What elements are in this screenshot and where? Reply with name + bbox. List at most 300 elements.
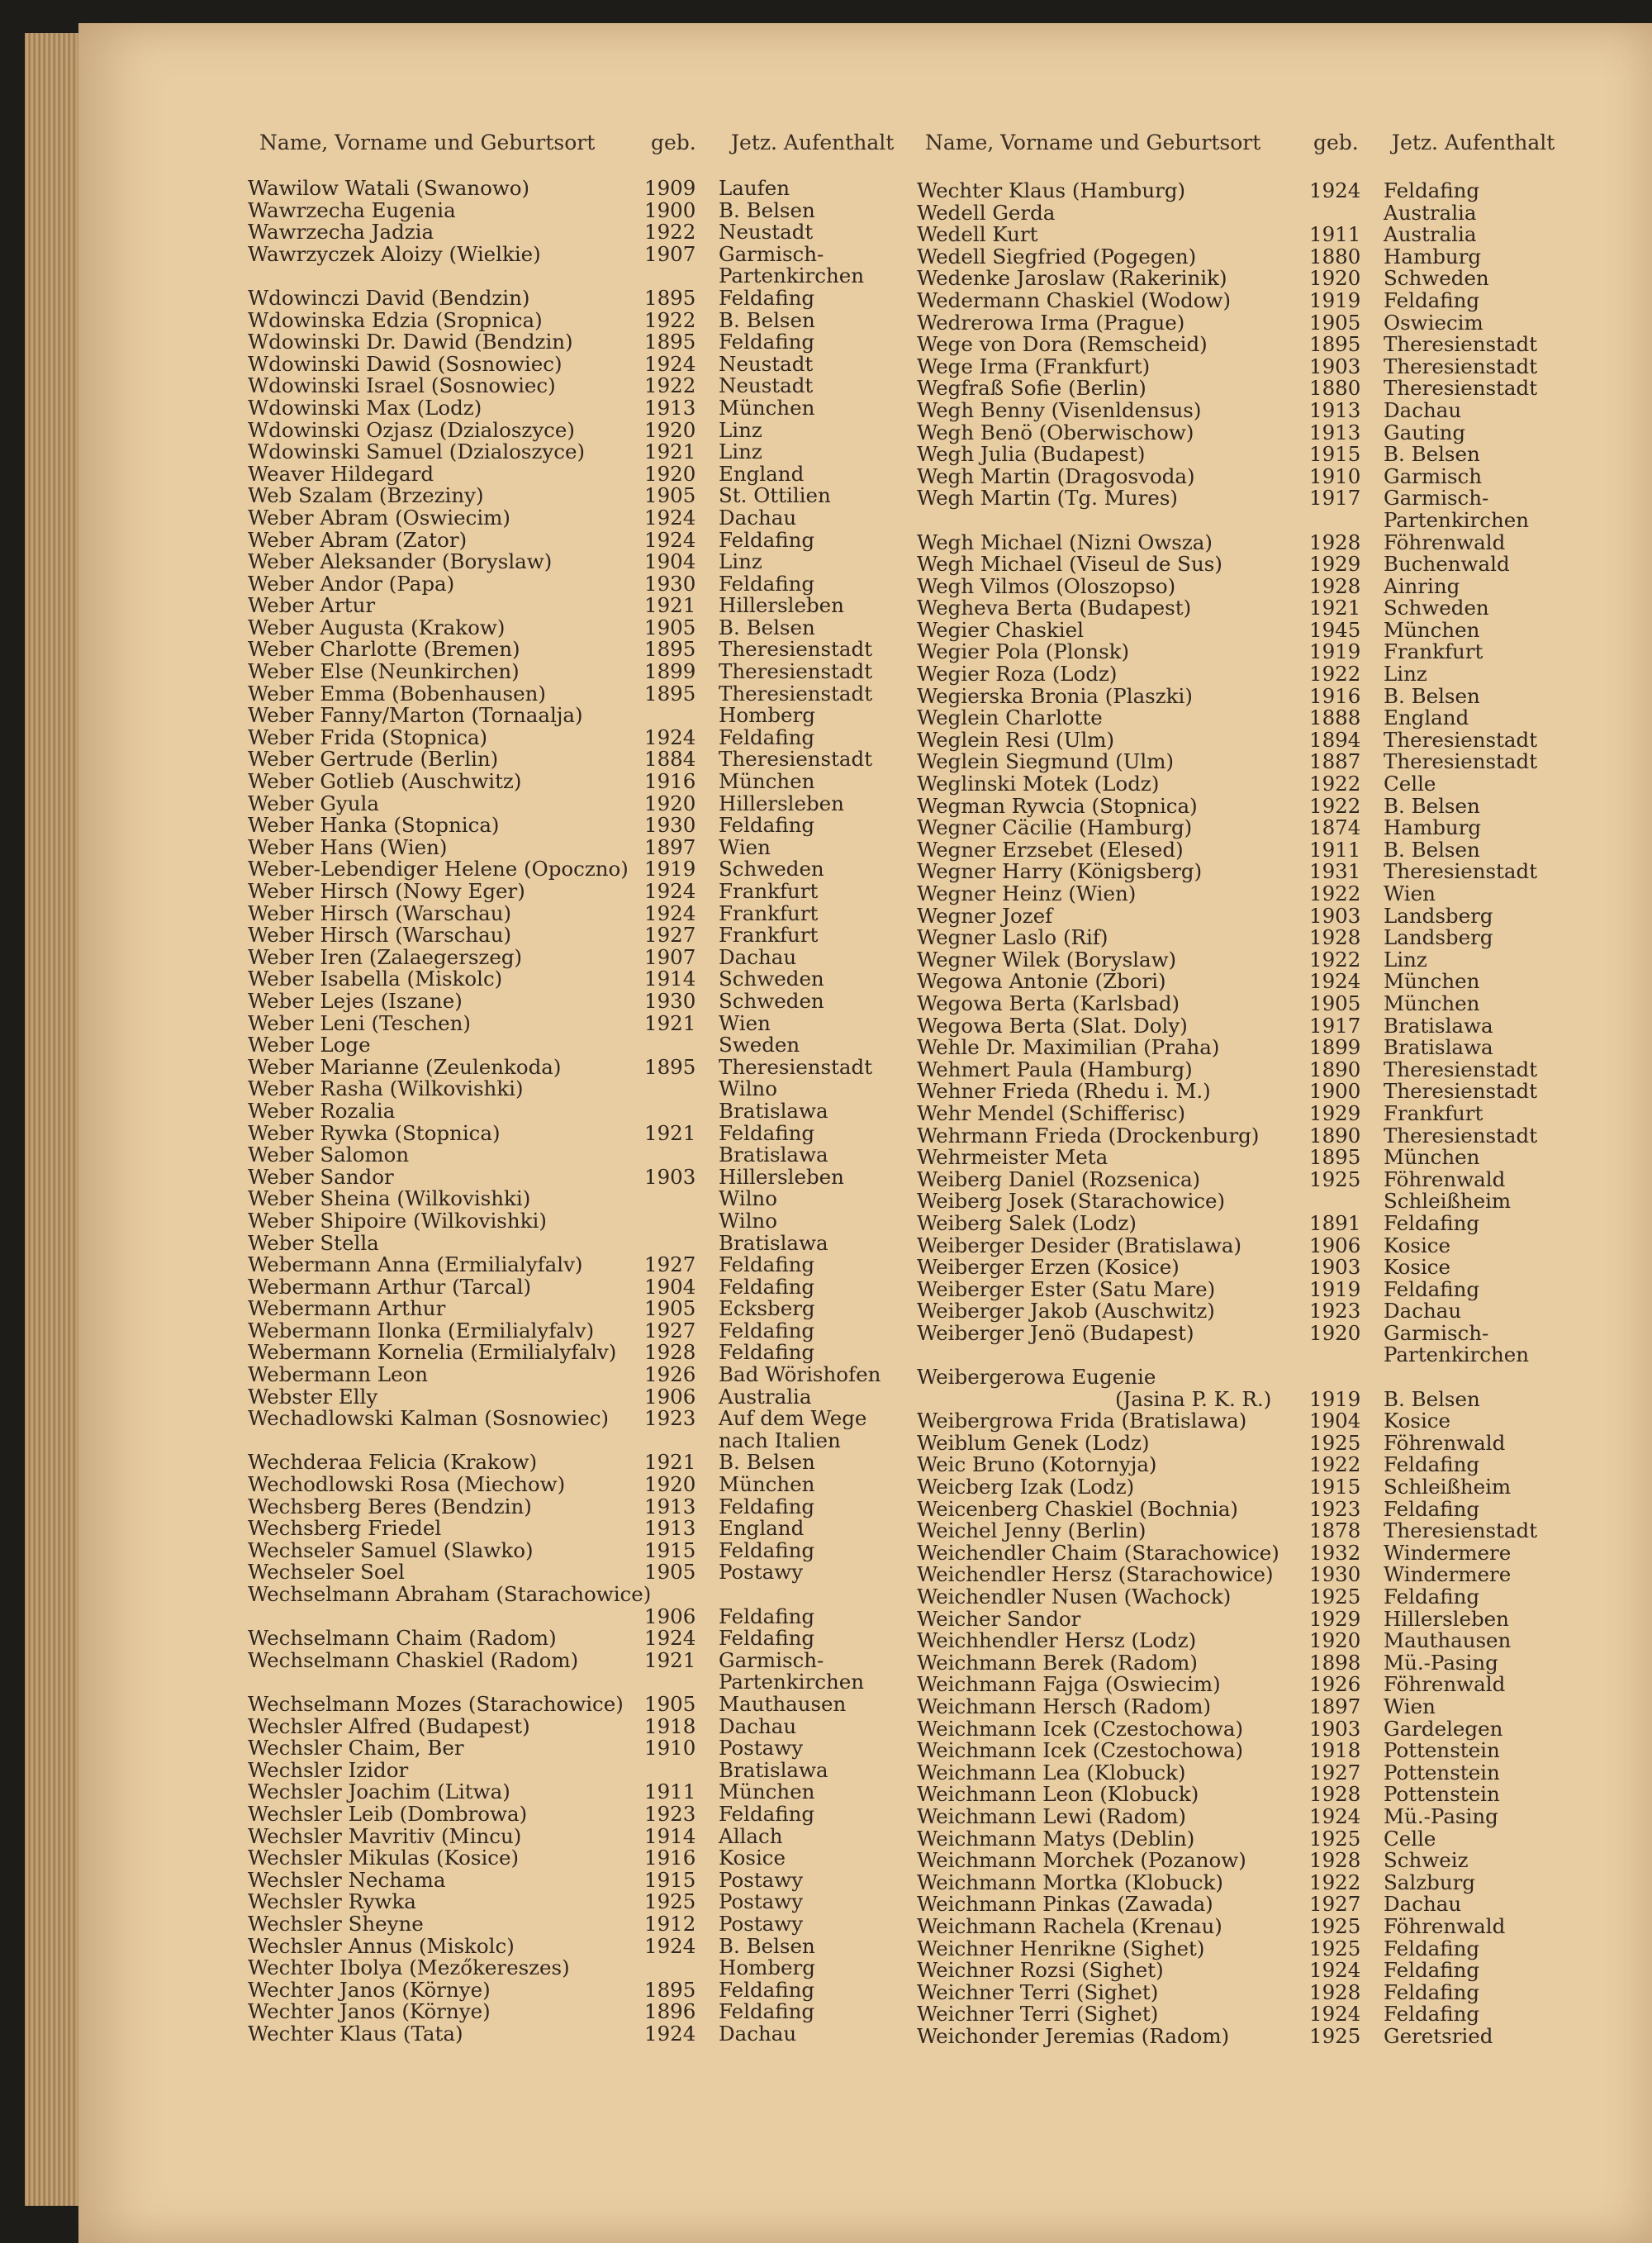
entry-year: 1900 (1309, 1079, 1361, 1104)
entry-year: 1887 (1309, 749, 1361, 774)
entry-row (917, 378, 1561, 400)
entry-year: 1890 (1309, 1123, 1361, 1148)
entry-location: Wien (719, 834, 771, 859)
entry-row (248, 2023, 900, 2046)
entry-year: 1905 (644, 483, 696, 508)
entry-row (917, 573, 1561, 598)
entry-name: Wechsler Mavritiv (Mincu) (248, 1823, 522, 1848)
entry-name: Weber Sheina (Wilkovishki) (248, 1186, 531, 1211)
entry-row (248, 771, 900, 793)
entry-location: Gauting (1384, 420, 1466, 444)
entry-row (917, 1210, 1561, 1235)
entry-name: Weber Lejes (Iszane) (248, 988, 463, 1013)
entry-year: 1917 (1309, 486, 1361, 511)
entry-location: Feldafing (719, 1537, 815, 1562)
entry-location: Feldafing (1384, 1496, 1480, 1521)
entry-row (248, 617, 900, 639)
entry-year: 1894 (1309, 727, 1361, 752)
entry-location: Windermere (1384, 1540, 1512, 1565)
entry-row (917, 2003, 1561, 2026)
entry-location: Dachau (719, 1713, 797, 1738)
entry-location: Mauthausen (719, 1691, 847, 1716)
entry-location: München (1384, 617, 1480, 642)
entry-row (248, 1803, 900, 1826)
entry-year: 1922 (1309, 947, 1361, 972)
entry-location: nach Italien (719, 1428, 841, 1452)
entry-location: Dachau (1384, 397, 1462, 422)
entry-year: 1927 (644, 923, 696, 948)
entry-row (917, 1015, 1561, 1038)
entry-name: Weber Rasha (Wilkovishki) (248, 1076, 524, 1101)
entry-name: Weichmann Matys (Deblin) (917, 1826, 1195, 1851)
entry-name: Wegh Michael (Nizni Owsza) (917, 530, 1213, 554)
entry-location: Hillersleben (1384, 1606, 1509, 1631)
entry-row (917, 1147, 1561, 1169)
entry-year: 1914 (644, 967, 696, 991)
entry-row (917, 334, 1561, 356)
entry-year: 1920 (644, 417, 696, 442)
entry-location: Feldafing (719, 1318, 815, 1342)
entry-row (248, 1737, 900, 1760)
entry-row (917, 729, 1561, 752)
entry-name: Weber Artur (248, 593, 376, 618)
entry-location: Schleißheim (1384, 1475, 1512, 1499)
entry-row (248, 1188, 900, 1210)
entry-year: 1918 (644, 1713, 696, 1738)
entry-location: Wien (719, 1010, 771, 1035)
entry-name: Weichner Henrikne (Sighet) (917, 1936, 1205, 1960)
entry-year: 1924 (1309, 2002, 1361, 2027)
entry-year: 1930 (644, 571, 696, 596)
entry-row (917, 1696, 1561, 1718)
entry-name: Weber Andor (Papa) (248, 571, 455, 596)
entry-year: 1911 (1309, 222, 1361, 247)
entry-year: 1915 (1309, 1475, 1361, 1499)
entry-year: 1925 (1309, 1913, 1361, 1938)
entry-location: Partenkirchen (1384, 507, 1529, 532)
entry-location: Föhrenwald (1384, 1672, 1506, 1697)
entry-name: Wegner Wilek (Boryslaw) (917, 947, 1177, 972)
entry-location: Theresienstadt (719, 659, 873, 684)
entry-year: 1903 (644, 1164, 696, 1189)
entry-location: Föhrenwald (1384, 1430, 1506, 1455)
entry-row (917, 905, 1561, 928)
entry-row (248, 1408, 900, 1430)
entry-location: Schweden (1384, 596, 1489, 620)
entry-year: 1919 (1309, 1276, 1361, 1301)
entry-row (248, 351, 900, 376)
entry-row (917, 1476, 1561, 1499)
entry-row (248, 988, 900, 1013)
entry-location: Partenkirchen (719, 264, 864, 288)
entry-location: Windermere (1384, 1562, 1512, 1587)
entry-name: Weber Hirsch (Warschau) (248, 923, 512, 948)
entry-location: Linz (1384, 947, 1427, 972)
entry-location: München (719, 395, 815, 420)
entry-row (248, 1647, 900, 1672)
entry-row (248, 1757, 900, 1782)
entry-name: Weglinski Motek (Lodz) (917, 772, 1160, 796)
entry-name: Weichendler Hersz (Starachowice) (917, 1562, 1274, 1587)
entry-name: Weber Iren (Zalaegerszeg) (248, 944, 523, 969)
entry-location: St. Ottilien (719, 483, 831, 508)
entry-name: Wdowinczi David (Bendzin) (248, 285, 530, 310)
entry-year: 1923 (644, 1801, 696, 1826)
entry-name: Weber Hirsch (Warschau) (248, 901, 512, 925)
entry-location: Wien (1384, 1694, 1436, 1718)
entry-year: 1878 (1309, 1518, 1361, 1543)
entry-location: Feldafing (719, 1977, 815, 2002)
entry-year: 1900 (644, 197, 696, 222)
entry-location: Feldafing (719, 1604, 815, 1628)
entry-name: Wdowinski Samuel (Dzialoszyce) (248, 440, 586, 464)
entry-row (248, 1144, 900, 1167)
entry-name: Weichhendler Hersz (Lodz) (917, 1628, 1197, 1653)
entry-name: Weiberger Jakob (Auschwitz) (917, 1299, 1215, 1323)
entry-row (917, 554, 1561, 576)
entry-year: 1931 (1309, 859, 1361, 884)
entry-location: Schweden (719, 988, 824, 1013)
entry-year: 1924 (1309, 1803, 1361, 1828)
entry-location: Bratislawa (719, 1230, 828, 1255)
entry-year: 1912 (644, 1911, 696, 1936)
entry-name: (Jasina P. K. R.) (1115, 1386, 1272, 1411)
entry-row (248, 573, 900, 596)
entry-name: Wechsler Izidor (248, 1757, 409, 1782)
entry-name: Weichmann Icek (Czestochowa) (917, 1716, 1244, 1741)
entry-row (917, 1430, 1561, 1455)
entry-location: Australia (1384, 200, 1477, 225)
entry-location: Frankfurt (719, 901, 819, 925)
entry-location: Theresienstadt (1384, 376, 1538, 401)
entry-year: 1928 (1309, 1979, 1361, 2004)
entry-name: Wechselmann Chaskiel (Radom) (248, 1647, 579, 1672)
entry-row (917, 1235, 1561, 1257)
entry-row (248, 793, 900, 815)
entry-name: Webermann Arthur (Tarcal) (248, 1274, 532, 1299)
entry-location: Feldafing (1384, 1979, 1480, 2004)
entry-location: Celle (1384, 1826, 1436, 1851)
entry-name: Wechter Janos (Környe) (248, 1999, 491, 2024)
header-born-left: geb. (651, 131, 696, 154)
entry-name: Weber Hans (Wien) (248, 834, 448, 859)
entry-location: Feldafing (719, 571, 815, 596)
entry-location: Schweden (1384, 266, 1489, 291)
entry-name: Wedermann Chaskiel (Wodow) (917, 288, 1232, 312)
entry-year: 1945 (1309, 617, 1361, 642)
entry-location: Theresienstadt (719, 747, 873, 772)
entry-name: Weiberg Josek (Starachowice) (917, 1189, 1226, 1214)
entry-year: 1904 (644, 1274, 696, 1299)
entry-year: 1925 (1309, 1430, 1361, 1455)
entry-row (917, 883, 1561, 905)
entry-year: 1924 (644, 901, 696, 925)
entry-name: Wechter Ibolya (Mezőkereszes) (248, 1955, 570, 1980)
entry-location: Hamburg (1384, 244, 1482, 268)
entry-row (917, 1320, 1561, 1345)
entry-year: 1899 (1309, 1035, 1361, 1060)
entry-row (248, 2001, 900, 2023)
entry-location: Theresienstadt (719, 681, 873, 706)
entry-location: Oswiecim (1384, 310, 1483, 335)
entry-row (248, 1054, 900, 1079)
entry-row (248, 197, 900, 222)
entry-name: Wegh Martin (Tg. Mures) (917, 486, 1178, 511)
entry-name: Webster Elly (248, 1384, 378, 1409)
entry-name: Weber Rywka (Stopnica) (248, 1120, 501, 1145)
entry-row (917, 1913, 1561, 1938)
entry-row (917, 927, 1561, 949)
entry-year: 1918 (1309, 1738, 1361, 1763)
entry-location: Frankfurt (719, 879, 819, 903)
entry-row (917, 1828, 1561, 1851)
entry-year: 1895 (644, 1054, 696, 1079)
entry-location: Theresienstadt (719, 1054, 873, 1079)
entry-name: Wdowinski Israel (Sosnowiec) (248, 373, 556, 398)
entry-location: Australia (719, 1384, 812, 1409)
entry-year: 1906 (644, 1604, 696, 1628)
entry-row (248, 265, 900, 288)
entry-row (917, 1276, 1561, 1301)
entry-year: 1922 (1309, 1452, 1361, 1477)
entry-row (917, 817, 1561, 839)
entry-name: Wegfraß Sofie (Berlin) (917, 376, 1146, 401)
entry-year: 1914 (644, 1823, 696, 1848)
entry-row (917, 1784, 1561, 1806)
entry-name: Wegner Erzsebet (Elesed) (917, 837, 1184, 862)
entry-location: Pottenstein (1384, 1738, 1500, 1763)
entry-row (248, 1298, 900, 1320)
entry-row (248, 1913, 900, 1936)
entry-year: 1915 (1309, 442, 1361, 467)
entry-name: Weber Frida (Stopnica) (248, 725, 488, 749)
entry-name: Weiberger Ester (Satu Mare) (917, 1276, 1216, 1301)
entry-name: Wechsler Nechama (248, 1867, 446, 1892)
entry-row (917, 224, 1561, 246)
entry-row (248, 1342, 900, 1364)
entry-row (248, 858, 900, 881)
entry-row (917, 861, 1561, 883)
entry-row (917, 949, 1561, 972)
entry-name: Weichmann Icek (Czestochowa) (917, 1738, 1244, 1763)
entry-year: 1913 (1309, 420, 1361, 444)
entry-location: Feldafing (719, 1120, 815, 1145)
entry-name: Wechsler Mikulas (Kosice) (248, 1846, 520, 1870)
entry-name: Wdowinski Dawid (Sosnowiec) (248, 351, 563, 376)
entry-year: 1888 (1309, 706, 1361, 730)
entry-row (248, 881, 900, 903)
entry-name: Weichmann Morchek (Pozanow) (917, 1848, 1246, 1873)
entry-name: Wechsberg Friedel (248, 1516, 442, 1541)
entry-name: Wegowa Berta (Slat. Doly) (917, 1013, 1188, 1038)
entry-name: Wechter Klaus (Hamburg) (917, 178, 1186, 202)
entry-row (248, 661, 900, 683)
entry-location: Ecksberg (719, 1296, 815, 1321)
entry-year: 1895 (1309, 1145, 1361, 1170)
entry-year: 1917 (1309, 1013, 1361, 1038)
entry-row (917, 597, 1561, 620)
entry-row (917, 1257, 1561, 1279)
entry-year: 1920 (1309, 1320, 1361, 1345)
entry-location: Feldafing (1384, 1936, 1480, 1960)
entry-location: Schweden (719, 967, 824, 991)
entry-location: Feldafing (719, 725, 815, 749)
entry-row (248, 551, 900, 573)
entry-name: Wege Irma (Frankfurt) (917, 354, 1151, 378)
entry-year: 1915 (644, 1537, 696, 1562)
entry-location: Hillersleben (719, 593, 844, 618)
entry-row (248, 1010, 900, 1035)
entry-year: 1924 (644, 351, 696, 376)
entry-location: Kosice (719, 1846, 786, 1870)
entry-location: Partenkirchen (719, 1670, 864, 1694)
entry-row (917, 1410, 1561, 1433)
entry-year: 1919 (1309, 639, 1361, 664)
entry-row (917, 2023, 1561, 2048)
entry-name: Weglein Charlotte (917, 706, 1103, 730)
entry-row (917, 290, 1561, 312)
entry-row (917, 793, 1561, 818)
entry-name: Weichonder Jeremias (Radom) (917, 2023, 1230, 2048)
entry-year: 1928 (1309, 1782, 1361, 1807)
entry-row (248, 1867, 900, 1892)
entry-name: Wedell Gerda (917, 200, 1056, 225)
entry-year: 1924 (1309, 178, 1361, 202)
entry-year: 1890 (1309, 1057, 1361, 1081)
entry-location: Mauthausen (1384, 1628, 1512, 1653)
entry-location: Celle (1384, 772, 1436, 796)
entry-name: Wdowinska Edzia (Sropnica) (248, 307, 543, 332)
entry-year: 1926 (1309, 1672, 1361, 1697)
entry-location: Feldafing (1384, 178, 1480, 202)
entry-name: Wechselmann Mozes (Starachowice) (248, 1691, 624, 1716)
entry-name: Wechselmann Abraham (Starachowice) (248, 1582, 652, 1606)
entry-location: Postawy (719, 1560, 804, 1585)
entry-location: Feldafing (719, 1274, 815, 1299)
entry-row (248, 397, 900, 420)
entry-row (248, 815, 900, 837)
entry-year: 1880 (1309, 244, 1361, 268)
entry-name: Weber Gyula (248, 791, 379, 815)
entry-row (248, 285, 900, 310)
header-born-right: geb. (1313, 131, 1359, 154)
entry-year: 1921 (644, 1120, 696, 1145)
entry-location: B. Belsen (719, 1450, 815, 1475)
entry-year: 1925 (1309, 1585, 1361, 1609)
entry-location: Dachau (719, 505, 797, 530)
entry-row (917, 839, 1561, 862)
entry-name: Wechter Klaus (Tata) (248, 2021, 463, 2046)
entry-row (248, 968, 900, 991)
entry-location: Feldafing (719, 1340, 815, 1365)
entry-name: Wegier Chaskiel (917, 617, 1084, 642)
entry-name: Wegner Cäcilie (Hamburg) (917, 815, 1193, 840)
entry-location: B. Belsen (719, 1933, 815, 1958)
entry-year: 1921 (644, 1450, 696, 1475)
entry-row (248, 1957, 900, 1979)
entry-location: Mü.-Pasing (1384, 1650, 1498, 1675)
entry-year: 1924 (644, 725, 696, 749)
entry-name: Wegier Roza (Lodz) (917, 662, 1118, 687)
entry-year: 1903 (1309, 354, 1361, 378)
entry-year: 1909 (644, 176, 696, 200)
entry-name: Wechsler Sheyne (248, 1911, 424, 1936)
entry-name: Wedell Kurt (917, 222, 1038, 247)
entry-name: Weibergerowa Eugenie (917, 1365, 1156, 1390)
entry-row (917, 422, 1561, 444)
entry-row (248, 1891, 900, 1913)
entry-year: 1930 (644, 988, 696, 1013)
entry-name: Weber Marianne (Zeulenkoda) (248, 1054, 562, 1079)
entry-year: 1930 (1309, 1562, 1361, 1587)
entry-row (248, 375, 900, 397)
entry-row (248, 705, 900, 727)
entry-row (248, 1584, 900, 1606)
entry-name: Webermann Arthur (248, 1296, 446, 1321)
entry-location: Postawy (719, 1867, 804, 1892)
entry-name: Web Szalam (Brzeziny) (248, 483, 484, 508)
entry-name: Weichel Jenny (Berlin) (917, 1518, 1146, 1543)
entry-name: Wehmert Paula (Hamburg) (917, 1057, 1193, 1081)
entry-row (917, 1872, 1561, 1894)
entry-name: Weber Stella (248, 1230, 379, 1255)
entry-row (917, 1520, 1561, 1542)
entry-year: 1924 (1309, 969, 1361, 994)
entry-row (248, 1452, 900, 1474)
entry-row (917, 751, 1561, 773)
entry-row (248, 1164, 900, 1189)
entry-name: Weglein Siegmund (Ulm) (917, 749, 1174, 774)
entry-year: 1921 (644, 1647, 696, 1672)
entry-year: 1920 (644, 461, 696, 486)
entry-location: Feldafing (1384, 1585, 1480, 1609)
entry-location: B. Belsen (719, 615, 815, 639)
entry-name: Wechadlowski Kalman (Sosnowiec) (248, 1406, 610, 1431)
entry-name: Wegh Benö (Oberwischow) (917, 420, 1194, 444)
entry-name: Weichmann Leon (Klobuck) (917, 1782, 1199, 1807)
entry-location: Föhrenwald (1384, 1913, 1506, 1938)
entry-row (248, 527, 900, 552)
entry-location: Feldafing (719, 1494, 815, 1518)
entry-row (917, 1454, 1561, 1476)
entry-name: Weber Gertrude (Berlin) (248, 747, 499, 772)
entry-name: Weiblum Genek (Lodz) (917, 1430, 1150, 1455)
entry-location: Sweden (719, 1033, 800, 1057)
entry-location: Homberg (719, 1955, 815, 1980)
entry-row (917, 1496, 1561, 1521)
entry-name: Wedrerowa Irma (Prague) (917, 310, 1185, 335)
entry-year: 1924 (1309, 1958, 1361, 1983)
entry-location: Garmisch- (1384, 486, 1489, 511)
entry-name: Weichendler Chaim (Starachowice) (917, 1540, 1279, 1565)
entry-row (917, 444, 1561, 466)
entry-row (917, 1037, 1561, 1059)
entry-name: Webermann Leon (248, 1362, 429, 1387)
right-column (917, 180, 1561, 2047)
entry-year: 1903 (1309, 903, 1361, 928)
entry-location: Homberg (719, 703, 815, 728)
entry-row (248, 1386, 900, 1409)
entry-row (248, 1034, 900, 1057)
entry-location: München (719, 1780, 815, 1804)
entry-location: Schweden (719, 857, 824, 882)
entry-row (248, 1628, 900, 1650)
entry-year: 1907 (644, 944, 696, 969)
entry-location: Linz (1384, 662, 1427, 687)
entry-name: Wdowinski Ozjasz (Dzialoszyce) (248, 417, 575, 442)
entry-location: Garmisch (1384, 463, 1483, 488)
entry-year: 1924 (644, 527, 696, 552)
